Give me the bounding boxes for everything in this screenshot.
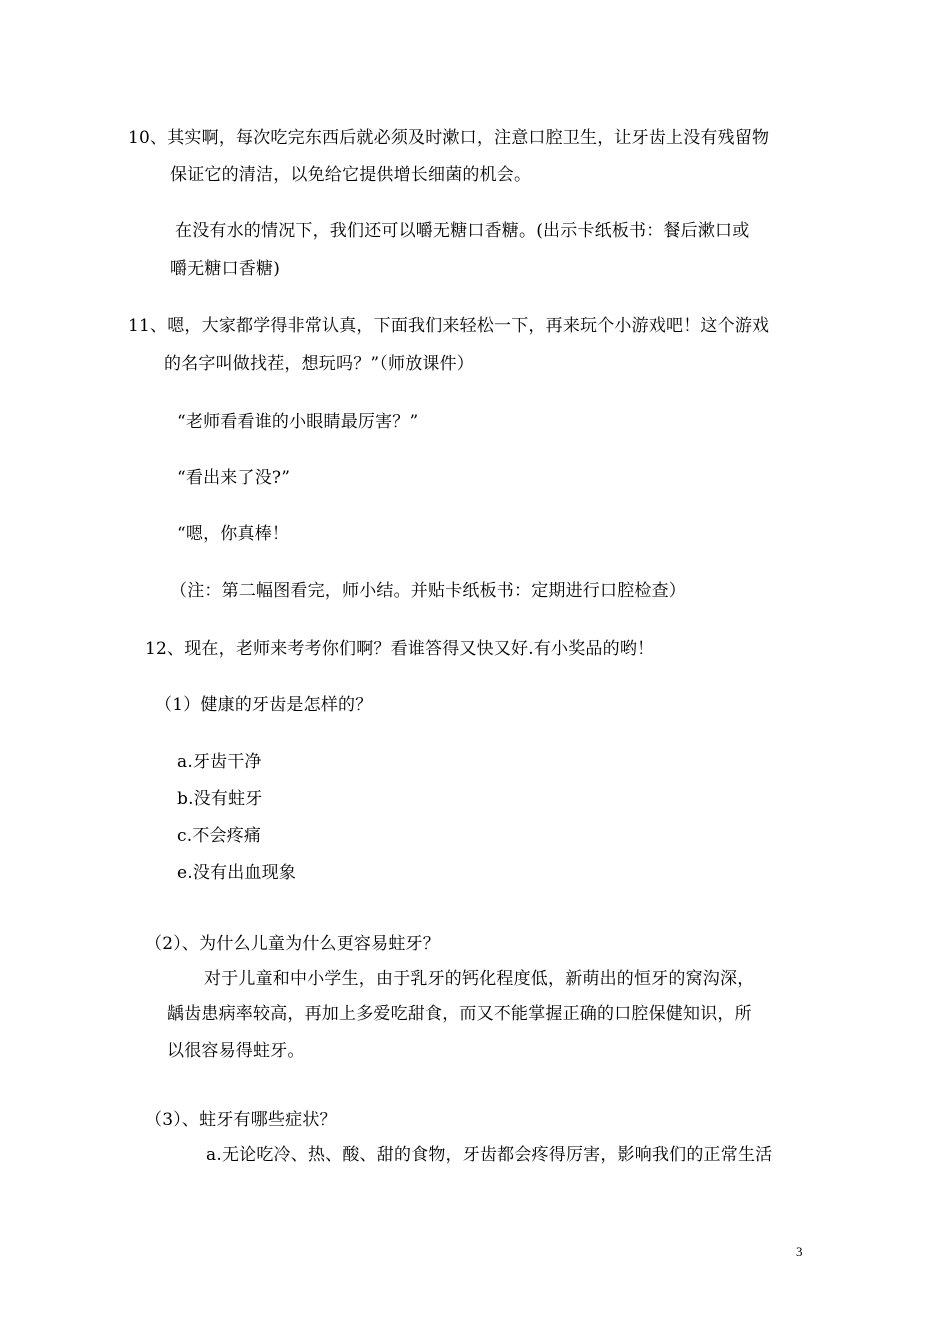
- note-line: （注：第二幅图看完，师小结。并贴卡纸板书：定期进行口腔检查）: [170, 581, 686, 601]
- paragraph-10-line-1: 10、其实啊，每次吃完东西后就必须及时漱口，注意口腔卫生，让牙齿上没有残留物: [128, 128, 770, 148]
- page-number: 3: [796, 1244, 803, 1259]
- answer-1-e: e.没有出血现象: [177, 863, 297, 883]
- answer-2-line-2: 龋齿患病率较高，再加上多爱吃甜食，而又不能掌握正确的口腔保健知识，所: [167, 1004, 752, 1024]
- paragraph-10-line-2: 保证它的清洁，以免给它提供增长细菌的机会。: [170, 165, 532, 185]
- question-1: （1）健康的牙齿是怎样的？: [155, 695, 373, 715]
- paragraph-12-line: 12、现在，老师来考考你们啊？看谁答得又快又好.有小奖品的哟！: [145, 639, 655, 659]
- answer-1-a: a.牙齿干净: [177, 752, 262, 772]
- paragraph-10b-line-2: 嚼无糖口香糖): [170, 259, 281, 279]
- quote-line-3: “嗯，你真棒！: [177, 524, 290, 544]
- answer-3-a: a.无论吃冷、热、酸、甜的食物，牙齿都会疼得厉害，影响我们的正常生活: [206, 1145, 773, 1165]
- paragraph-10b-line-1: 在没有水的情况下，我们还可以嚼无糖口香糖。(出示卡纸板书：餐后漱口或: [175, 221, 750, 241]
- answer-1-b: b.没有蛀牙: [177, 789, 263, 809]
- quote-line-2: “看出来了没?”: [177, 468, 291, 488]
- quote-line-1: “老师看看谁的小眼睛最厉害？”: [177, 412, 419, 432]
- paragraph-11-line-1: 11、嗯，大家都学得非常认真，下面我们来轻松一下，再来玩个小游戏吧！这个游戏: [128, 316, 770, 336]
- answer-2-line-1: 对于儿童和中小学生，由于乳牙的钙化程度低，新萌出的恒牙的窝沟深，: [204, 969, 755, 989]
- answer-2-line-3: 以很容易得蛀牙。: [167, 1041, 305, 1061]
- question-2: （2）、为什么儿童为什么更容易蛀牙？: [145, 934, 440, 954]
- paragraph-11-line-2: 的名字叫做找茬，想玩吗？”（师放课件）: [164, 354, 474, 374]
- answer-1-c: c.不会疼痛: [177, 826, 262, 846]
- question-3: （3）、蛀牙有哪些症状？: [145, 1110, 337, 1130]
